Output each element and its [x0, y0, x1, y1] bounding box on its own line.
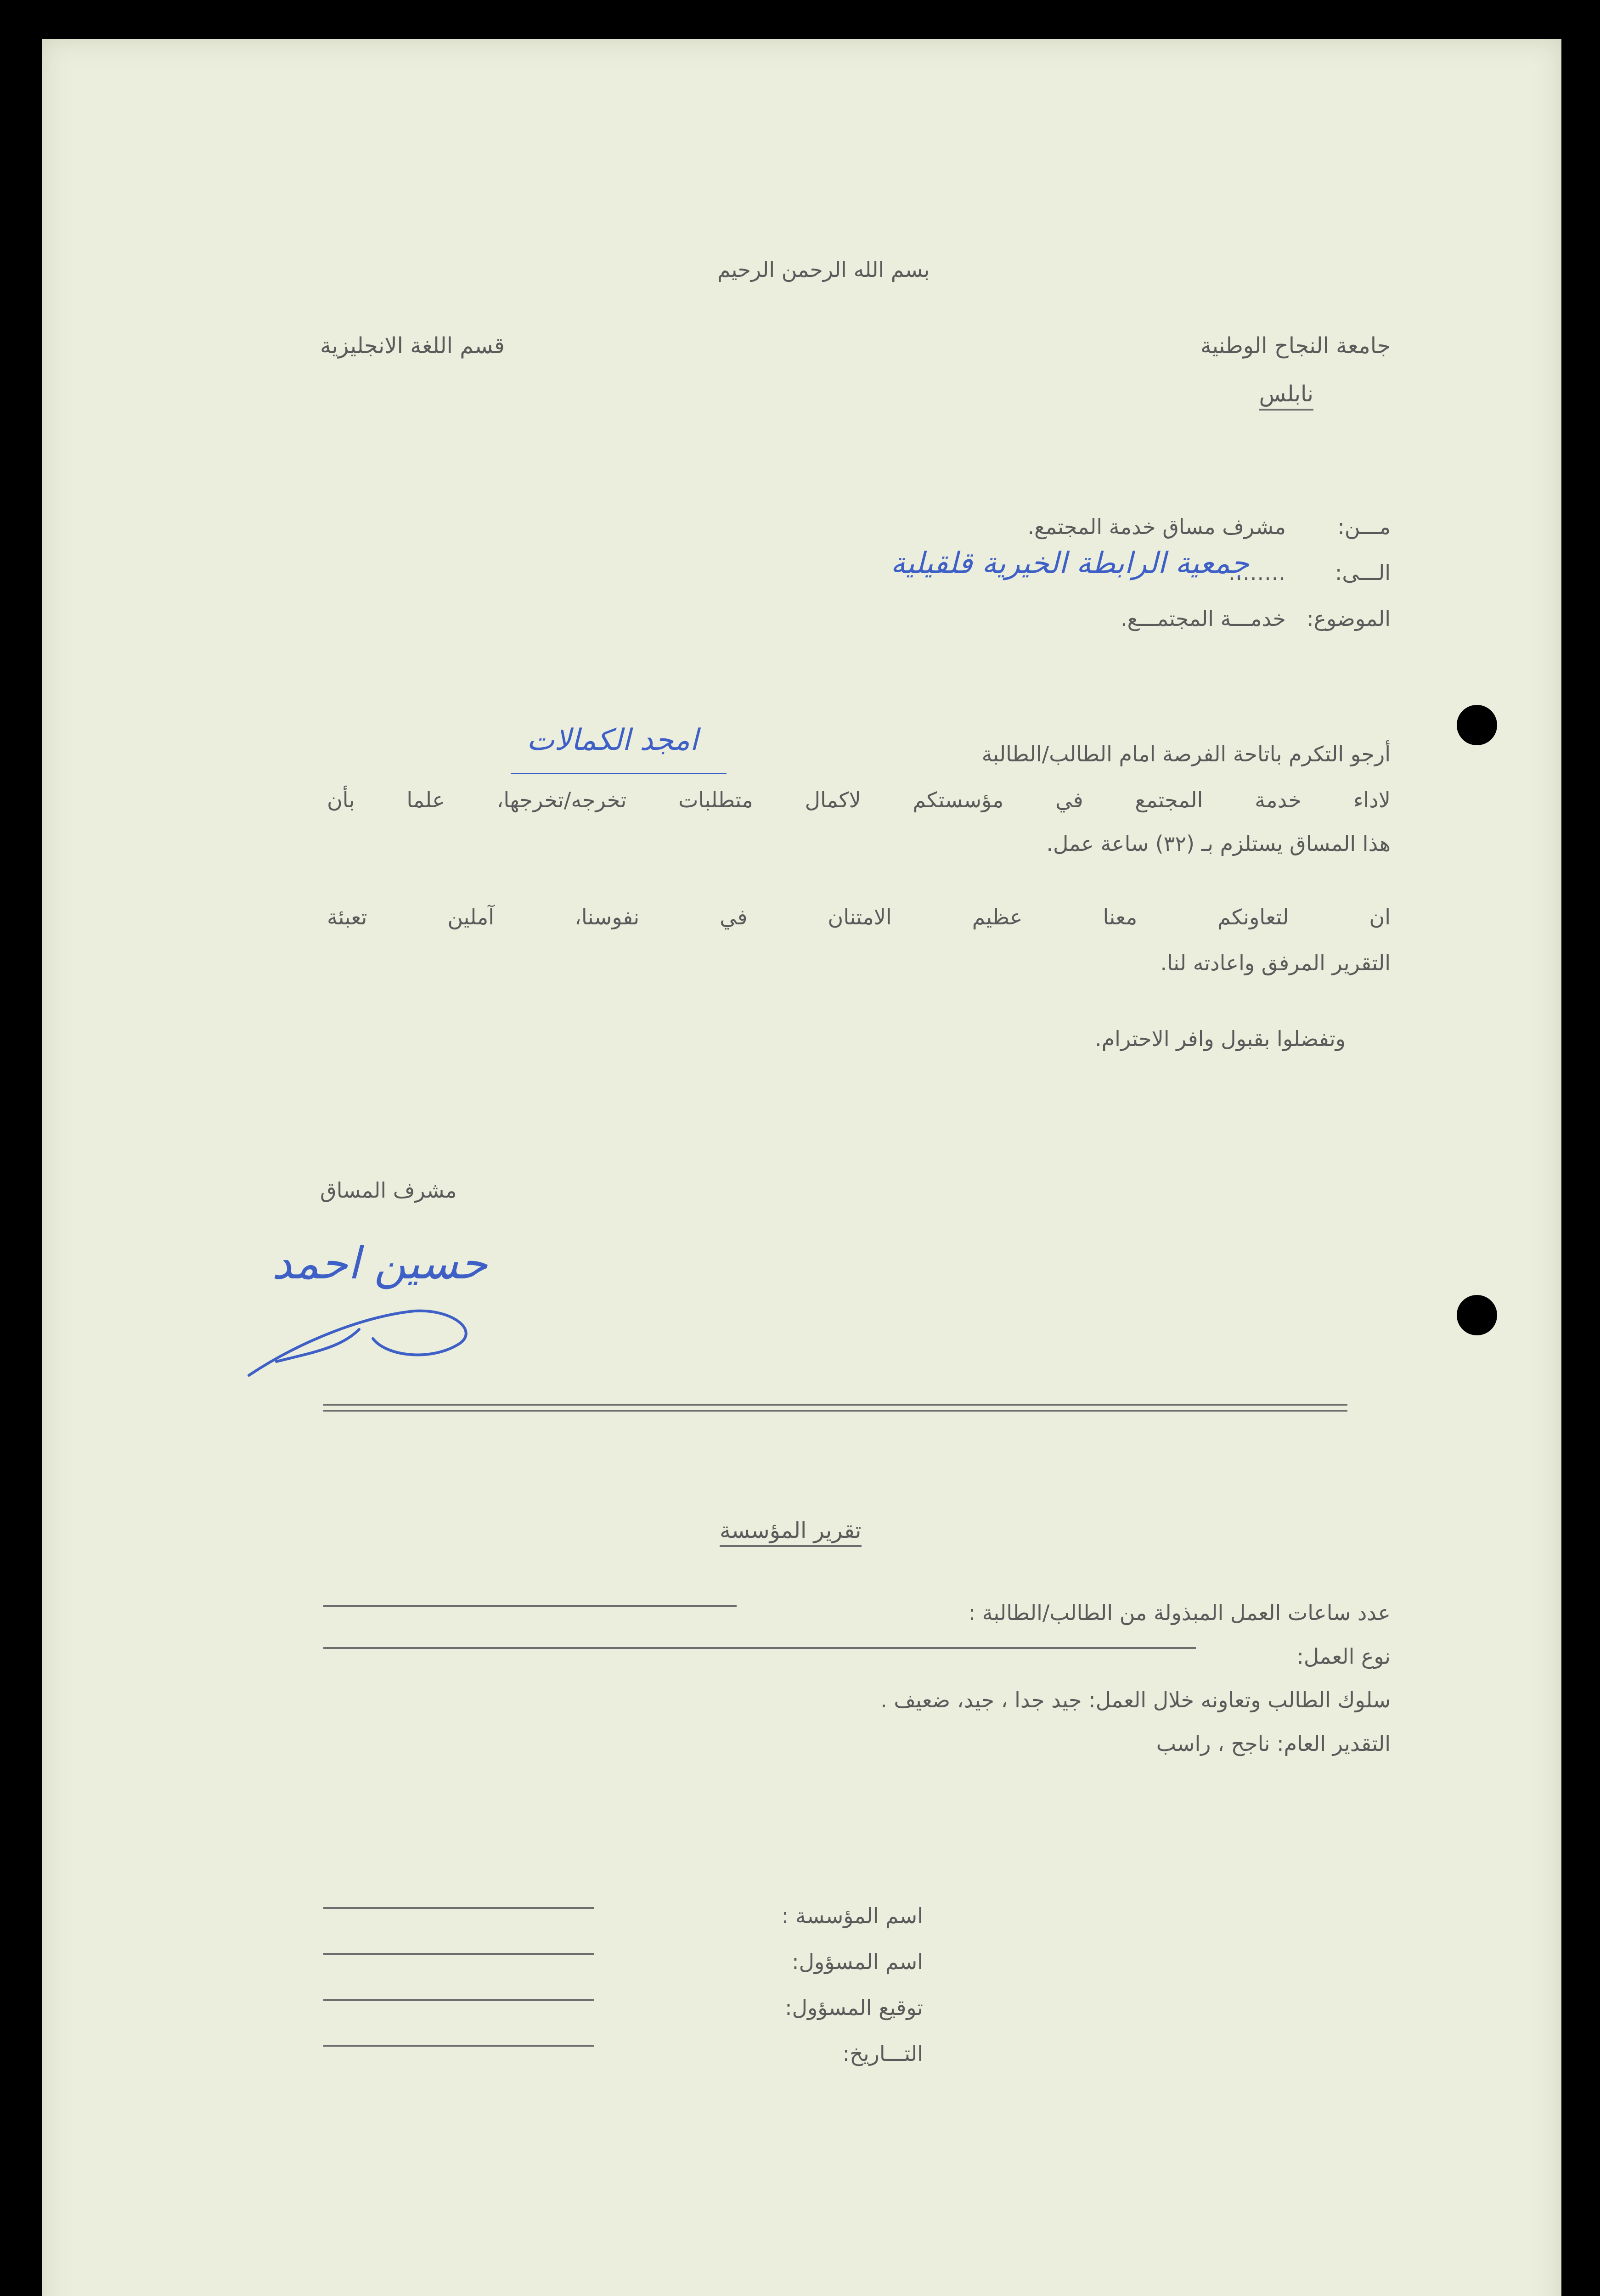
institution-name-label: اسم المؤسسة : — [781, 1903, 923, 1928]
behavior-label: سلوك الطالب وتعاونه خلال العمل: جيد جدا ، جيد، ضعيف . — [880, 1688, 1391, 1712]
body-line2: لاداء خدمة المجتمع في مؤسستكم لاكمال متطلبات تخرجه/تخرجها، علما بأن — [327, 788, 1391, 812]
work-type-label: نوع العمل: — [1296, 1644, 1391, 1669]
body-line1-prefix: أرجو التكرم باتاحة الفرصة امام الطالب/الطالبة — [981, 742, 1391, 766]
signature-scribble — [221, 1224, 506, 1398]
signature-title: مشرف المساق — [320, 1178, 457, 1203]
basmala: بسم الله الرحمن الرحيم — [717, 257, 930, 282]
official-signature-line — [323, 1999, 594, 2001]
work-type-line — [323, 1647, 1196, 1649]
from-label: مـــن: — [1337, 514, 1391, 539]
subject-value: خدمـــة المجتمـــع. — [1120, 606, 1286, 631]
to-handwritten: جمعية الرابطة الخيرية قلقيلية — [890, 546, 1249, 580]
hours-label: عدد ساعات العمل المبذولة من الطالب/الطالبة : — [968, 1600, 1391, 1625]
para2-line2: التقرير المرفق واعادته لنا. — [1160, 951, 1391, 975]
official-name-line — [323, 1953, 594, 1955]
city-name: نابلس — [1259, 381, 1313, 411]
student-underline — [511, 773, 727, 774]
from-value: مشرف مساق خدمة المجتمع. — [1027, 514, 1286, 539]
date-label: التـــاريخ: — [842, 2041, 923, 2066]
hours-line — [323, 1605, 737, 1607]
institution-name-line — [323, 1907, 594, 1909]
to-label: الـــى: — [1335, 560, 1391, 585]
department-name: قسم اللغة الانجليزية — [320, 333, 505, 359]
report-title: تقرير المؤسسة — [720, 1518, 862, 1547]
para2-line1: ان لتعاونكم معنا عظيم الامتنان في نفوسنا، آملين تعبئة — [327, 905, 1391, 929]
punch-hole-top — [1457, 705, 1497, 745]
to-dots: ........ — [1228, 560, 1286, 585]
official-name-label: اسم المسؤول: — [792, 1949, 923, 1974]
separator-line — [323, 1404, 1347, 1412]
signature-handwritten: حسين احمد — [272, 1238, 488, 1289]
document-page — [42, 39, 1561, 2296]
subject-label: الموضوع: — [1307, 606, 1391, 631]
student-handwritten: امجد الكمالات — [526, 723, 698, 757]
official-signature-label: توقيع المسؤول: — [785, 1995, 923, 2020]
date-line — [323, 2045, 594, 2047]
university-name: جامعة النجاح الوطنية — [1200, 333, 1391, 359]
closing: وتفضلوا بقبول وافر الاحترام. — [1095, 1026, 1346, 1051]
punch-hole-bottom — [1457, 1295, 1497, 1335]
body-line3: هذا المساق يستلزم بـ (٣٢) ساعة عمل. — [1046, 831, 1391, 856]
grade-label: التقدير العام: ناجح ، راسب — [1156, 1731, 1391, 1756]
